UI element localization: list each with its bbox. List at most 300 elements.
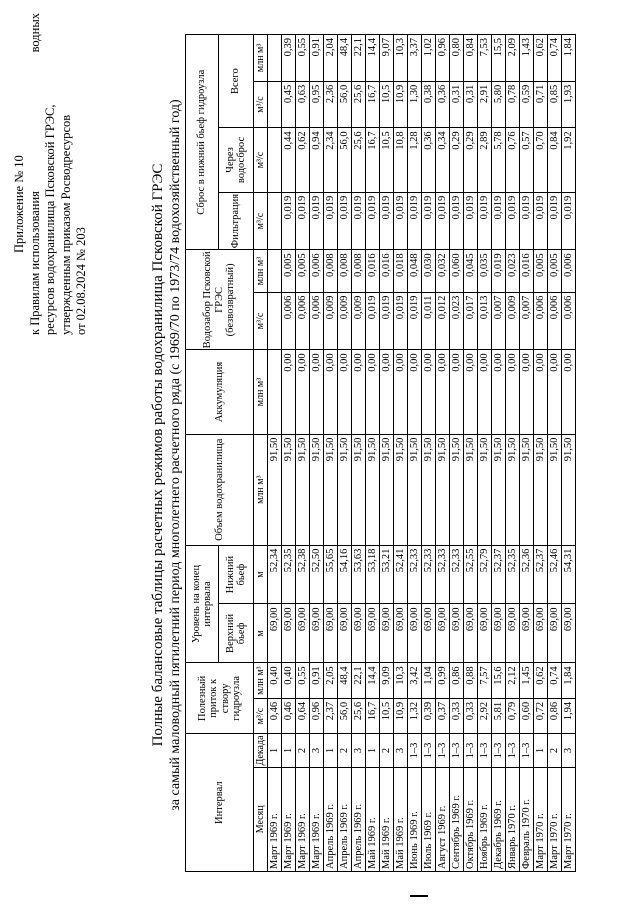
table-cell: 0,80 (450, 35, 464, 82)
table-cell: 10,3 (394, 35, 408, 82)
table-cell: 0,019 (464, 192, 478, 250)
table-cell: 52,36 (520, 545, 534, 604)
table-cell: 0,032 (436, 250, 450, 292)
table-row (464, 35, 478, 872)
table-cell: 0,91 (310, 35, 324, 82)
header-month: Месяц (254, 767, 268, 871)
table-row (534, 35, 548, 872)
table-cell: 0,00 (408, 350, 422, 434)
table-cell: 1 (324, 734, 338, 767)
table-cell: 52,33 (436, 545, 450, 604)
table-cell: 0,006 (296, 292, 310, 350)
table-cell: 1 (534, 734, 548, 767)
table-cell: 0,019 (520, 192, 534, 250)
table-cell: 52,50 (310, 545, 324, 604)
table-cell: 0,00 (338, 350, 352, 434)
table-cell: 0,70 (534, 128, 548, 192)
table-cell: 0,33 (450, 698, 464, 734)
table-cell: Июль 1969 г. (422, 767, 436, 871)
table-cell: 1 (282, 734, 296, 767)
table-cell: 0,74 (548, 663, 562, 699)
table-cell: 1,94 (562, 698, 576, 734)
table-cell (268, 81, 282, 128)
table-cell: 0,00 (436, 350, 450, 434)
table-cell: 2 (380, 734, 394, 767)
table-cell: 0,00 (352, 350, 366, 434)
table-cell: 1,30 (408, 81, 422, 128)
table-cell: 0,023 (506, 250, 520, 292)
table-cell: 0,84 (464, 35, 478, 82)
table-cell: 3 (310, 734, 324, 767)
table-cell: 0,00 (464, 350, 478, 434)
table-cell: 0,019 (380, 192, 394, 250)
table-cell (268, 35, 282, 82)
table-cell: 69,00 (506, 604, 520, 663)
table-cell: 2,36 (324, 81, 338, 128)
table-cell: 2,91 (478, 81, 492, 128)
table-cell: 0,00 (324, 350, 338, 434)
table-cell: 0,57 (520, 128, 534, 192)
table-cell: 7,53 (478, 35, 492, 82)
table-cell: 52,37 (492, 545, 506, 604)
table-cell: 0,00 (492, 350, 506, 434)
table-cell: 25,6 (352, 698, 366, 734)
table-cell: 0,023 (450, 292, 464, 350)
table-cell: 0,008 (352, 250, 366, 292)
table-cell: 0,016 (366, 250, 380, 292)
table-cell: 2,12 (506, 663, 520, 699)
table-cell: 52,34 (268, 545, 282, 604)
table-cell: 0,011 (422, 292, 436, 350)
table-cell: 0,00 (310, 350, 324, 434)
table-cell: 0,008 (338, 250, 352, 292)
table-cell: 52,46 (548, 545, 562, 604)
table-cell: 53,21 (380, 545, 394, 604)
table-cell: Май 1969 г. (394, 767, 408, 871)
table-cell: Ноябрь 1969 г. (478, 767, 492, 871)
table-cell: 0,019 (338, 192, 352, 250)
unit-accum-mln: млн м³ (254, 350, 268, 434)
table-cell: 3 (562, 734, 576, 767)
table-cell: 56,0 (338, 128, 352, 192)
table-cell: 52,55 (464, 545, 478, 604)
table-cell: 1 (268, 734, 282, 767)
table-cell: 25,6 (352, 128, 366, 192)
table-cell: 1–3 (464, 734, 478, 767)
table-cell: 0,019 (562, 192, 576, 250)
unit-upper-m: м (254, 604, 268, 663)
table-cell: 0,00 (296, 350, 310, 434)
table-cell: 9,07 (380, 35, 394, 82)
table-cell: 0,72 (534, 698, 548, 734)
table-cell: 16,7 (366, 81, 380, 128)
table-cell: 54,16 (338, 545, 352, 604)
table-cell: 0,00 (394, 350, 408, 434)
table-cell: 69,00 (450, 604, 464, 663)
balance-table (185, 34, 576, 872)
balance-table-wrapper (185, 32, 574, 872)
table-cell: 5,78 (492, 128, 506, 192)
unit-filtration-m3s: м³/с (254, 192, 268, 250)
table-cell: 0,36 (422, 128, 436, 192)
table-cell: 0,019 (548, 192, 562, 250)
table-cell: 2,05 (324, 663, 338, 699)
table-cell: 0,36 (436, 81, 450, 128)
table-cell: 10,9 (394, 698, 408, 734)
table-cell: 0,94 (310, 128, 324, 192)
table-cell: 56,0 (338, 81, 352, 128)
table-cell: 0,006 (282, 292, 296, 350)
table-cell: 0,019 (436, 192, 450, 250)
table-cell (268, 350, 282, 434)
header-accumulation: Аккумуляция (186, 350, 254, 434)
table-cell: 0,40 (282, 663, 296, 699)
table-cell: 0,019 (394, 192, 408, 250)
appendix-line-2 (28, 13, 44, 335)
table-cell: 0,00 (520, 350, 534, 434)
table-cell: 69,00 (534, 604, 548, 663)
table-cell: 0,00 (534, 350, 548, 434)
table-cell: 0,019 (422, 192, 436, 250)
table-row (324, 35, 338, 872)
table-cell: 55,65 (324, 545, 338, 604)
table-cell: 0,46 (268, 698, 282, 734)
table-cell: 69,00 (380, 604, 394, 663)
table-cell: 2 (296, 734, 310, 767)
table-cell: 1,43 (520, 35, 534, 82)
table-cell: 69,00 (520, 604, 534, 663)
table-cell: Февраль 1970 г. (520, 767, 534, 871)
table-cell: 15,6 (492, 663, 506, 699)
appendix-note (12, 13, 90, 335)
table-cell: 1–3 (492, 734, 506, 767)
table-cell: 1,04 (422, 663, 436, 699)
table-cell: 2,09 (506, 35, 520, 82)
table-cell: 91,50 (464, 434, 478, 545)
table-cell: 91,50 (296, 434, 310, 545)
table-cell: 2 (548, 734, 562, 767)
table-cell: 91,50 (408, 434, 422, 545)
table-cell: 0,012 (436, 292, 450, 350)
unit-inflow-mln: млн м³ (254, 663, 268, 699)
table-cell: 2,92 (478, 698, 492, 734)
table-cell: 0,006 (310, 292, 324, 350)
table-cell: 0,019 (492, 250, 506, 292)
table-cell: 0,019 (310, 192, 324, 250)
table-cell: 0,39 (422, 698, 436, 734)
table-cell: 69,00 (464, 604, 478, 663)
table-row (562, 35, 576, 872)
header-interval: Интервал (186, 734, 254, 872)
table-cell: 22,1 (352, 663, 366, 699)
table-cell: 0,030 (422, 250, 436, 292)
table-cell: 69,00 (548, 604, 562, 663)
table-cell: 0,019 (324, 192, 338, 250)
table-row (422, 35, 436, 872)
table-cell: 0,006 (562, 250, 576, 292)
table-cell: 16,7 (366, 128, 380, 192)
table-cell: 1–3 (478, 734, 492, 767)
table-cell: Август 1969 г. (436, 767, 450, 871)
table-cell: 2,89 (478, 128, 492, 192)
table-cell: 0,63 (296, 81, 310, 128)
table-cell: Апрель 1969 г. (352, 767, 366, 871)
table-cell: 10,5 (380, 128, 394, 192)
table-cell: 0,33 (464, 698, 478, 734)
table-cell: Январь 1970 г. (506, 767, 520, 871)
table-cell: 0,86 (450, 663, 464, 699)
table-cell: 3,37 (408, 35, 422, 82)
table-cell: 1,28 (408, 128, 422, 192)
table-cell: 0,78 (506, 81, 520, 128)
table-row (366, 35, 380, 872)
table-cell: Сентябрь 1969 г. (450, 767, 464, 871)
table-cell: 0,019 (394, 292, 408, 350)
table-cell: 91,50 (268, 434, 282, 545)
table-cell: 91,50 (562, 434, 576, 545)
table-cell: 0,86 (548, 698, 562, 734)
table-cell: 0,019 (366, 192, 380, 250)
table-cell: Октябрь 1969 г. (464, 767, 478, 871)
table-cell: 0,013 (478, 292, 492, 350)
table-cell: 91,50 (548, 434, 562, 545)
table-cell: 52,33 (450, 545, 464, 604)
table-body (268, 35, 576, 872)
table-cell: 0,29 (464, 128, 478, 192)
table-cell: 0,59 (520, 81, 534, 128)
table-cell: 14,4 (366, 663, 380, 699)
table-cell: 52,37 (534, 545, 548, 604)
table-cell: 0,45 (282, 81, 296, 128)
table-cell: 1–3 (408, 734, 422, 767)
table-cell: 0,62 (534, 663, 548, 699)
table-cell: 0,71 (534, 81, 548, 128)
table-cell: 0,019 (352, 192, 366, 250)
table-cell: 0,29 (450, 128, 464, 192)
table-cell: 0,060 (450, 250, 464, 292)
table-cell: 0,045 (464, 250, 478, 292)
table-cell: 0,006 (310, 250, 324, 292)
table-row (478, 35, 492, 872)
table-row (450, 35, 464, 872)
table-cell: 5,80 (492, 81, 506, 128)
table-cell: 1–3 (450, 734, 464, 767)
table-cell: 3,42 (408, 663, 422, 699)
table-cell: 69,00 (268, 604, 282, 663)
unit-inflow-m3s: м³/с (254, 698, 268, 734)
table-cell: 0,019 (408, 192, 422, 250)
table-cell: 0,40 (268, 663, 282, 699)
table-cell: 91,50 (324, 434, 338, 545)
table-cell: 0,76 (506, 128, 520, 192)
table-cell: 0,005 (534, 250, 548, 292)
table-cell: 52,33 (422, 545, 436, 604)
table-cell: 0,006 (534, 292, 548, 350)
table-cell: 0,007 (520, 292, 534, 350)
table-cell: 52,41 (394, 545, 408, 604)
table-cell: 69,00 (366, 604, 380, 663)
table-cell: 1,92 (562, 128, 576, 192)
table-cell: 0,009 (506, 292, 520, 350)
table-cell: 10,5 (380, 698, 394, 734)
table-cell: 0,019 (534, 192, 548, 250)
table-cell: 48,4 (338, 663, 352, 699)
table-cell: 1,45 (520, 663, 534, 699)
appendix-line-2-left: к Правилам использования (27, 191, 42, 335)
unit-intake-mln: млн м³ (254, 250, 268, 292)
table-cell (268, 250, 282, 292)
table-cell: 69,00 (478, 604, 492, 663)
table-cell: 16,7 (366, 698, 380, 734)
table-cell: 0,009 (324, 292, 338, 350)
table-cell: 53,18 (366, 545, 380, 604)
header-decade: Декада (254, 735, 266, 766)
table-cell: 9,09 (380, 663, 394, 699)
table-cell: 0,55 (296, 35, 310, 82)
table-cell: 1,84 (562, 35, 576, 82)
table-cell: 0,019 (408, 292, 422, 350)
table-cell: 69,00 (422, 604, 436, 663)
table-cell: 52,79 (478, 545, 492, 604)
table-cell: Март 1970 г. (534, 767, 548, 871)
table-cell: 69,00 (394, 604, 408, 663)
table-cell: 0,44 (282, 128, 296, 192)
table-cell: 91,50 (310, 434, 324, 545)
table-cell: 1,02 (422, 35, 436, 82)
table-cell: 52,38 (296, 545, 310, 604)
table-row (352, 35, 366, 872)
table-cell: 0,017 (464, 292, 478, 350)
table-cell: 0,60 (520, 698, 534, 734)
table-cell: 3 (394, 734, 408, 767)
table-cell: 1,84 (562, 663, 576, 699)
table-cell: 0,005 (282, 250, 296, 292)
table-cell: 0,00 (478, 350, 492, 434)
table-cell: 0,62 (296, 128, 310, 192)
table-cell: 7,57 (478, 663, 492, 699)
header-lower: Нижний бьеф (219, 545, 254, 604)
table-cell: 0,035 (478, 250, 492, 292)
table-cell: 22,1 (352, 35, 366, 82)
table-row (296, 35, 310, 872)
header-upper: Верхний бьеф (219, 604, 254, 663)
appendix-line-3: ресурсов водохранилища Псковской ГРЭС, (43, 104, 57, 335)
table-cell: Март 1969 г. (310, 767, 324, 871)
table-cell: 0,79 (506, 698, 520, 734)
table-cell: 0,74 (548, 35, 562, 82)
table-cell: Декабрь 1969 г. (492, 767, 506, 871)
table-row (380, 35, 394, 872)
table-cell: 1–3 (422, 734, 436, 767)
table-cell: Май 1969 г. (380, 767, 394, 871)
table-cell: 0,00 (380, 350, 394, 434)
table-cell: 2,04 (324, 35, 338, 82)
table-cell: 91,50 (338, 434, 352, 545)
table-cell: 0,00 (506, 350, 520, 434)
table-cell: 52,35 (282, 545, 296, 604)
appendix-line-4: утвержденным приказом Росводресурсов (58, 114, 73, 335)
table-cell: 69,00 (324, 604, 338, 663)
unit-intake-m3s: м³/с (254, 292, 268, 350)
table-cell: 91,50 (478, 434, 492, 545)
table-cell: 0,00 (548, 350, 562, 434)
unit-spillway-m3s: м³/с (254, 128, 268, 192)
table-cell: 69,00 (310, 604, 324, 663)
table-cell: 1–3 (436, 734, 450, 767)
table-cell: 69,00 (408, 604, 422, 663)
header-total: Всего (219, 35, 254, 128)
table-cell: 52,33 (408, 545, 422, 604)
unit-lower-m: м (254, 545, 268, 604)
table-cell: 25,6 (352, 81, 366, 128)
table-cell: Май 1969 г. (366, 767, 380, 871)
table-cell: 1 (366, 734, 380, 767)
table-cell: 15,5 (492, 35, 506, 82)
table-cell: 0,85 (548, 81, 562, 128)
table-cell: 91,50 (422, 434, 436, 545)
table-row (436, 35, 450, 872)
table-cell: 0,31 (450, 81, 464, 128)
table-cell: 0,008 (324, 250, 338, 292)
table-cell: 0,016 (520, 250, 534, 292)
table-cell: 0,96 (310, 698, 324, 734)
table-cell: 56,0 (338, 698, 352, 734)
table-cell: 0,007 (492, 292, 506, 350)
table-cell: 0,00 (450, 350, 464, 434)
table-cell: 0,31 (464, 81, 478, 128)
table-cell: 2,34 (324, 128, 338, 192)
table-row (520, 35, 534, 872)
table-cell: 0,009 (352, 292, 366, 350)
table-cell: 91,50 (506, 434, 520, 545)
table-cell: 48,4 (338, 35, 352, 82)
table-cell: 91,50 (394, 434, 408, 545)
header-inflow: Полезный приток к створу гидроузла (186, 663, 254, 734)
table-cell: 91,50 (450, 434, 464, 545)
table-cell: 0,006 (562, 292, 576, 350)
table-cell: 10,8 (394, 128, 408, 192)
table-cell: 0,019 (506, 192, 520, 250)
table-row (268, 35, 282, 872)
table-cell: 0,00 (366, 350, 380, 434)
header-volume: Объем водохранилища (186, 434, 254, 545)
table-cell: 0,019 (380, 292, 394, 350)
table-cell: 3 (352, 734, 366, 767)
table-cell: 54,31 (562, 545, 576, 604)
table-cell: 0,018 (394, 250, 408, 292)
table-cell: 0,019 (296, 192, 310, 250)
table-cell: Март 1969 г. (296, 767, 310, 871)
table-cell: 10,3 (394, 663, 408, 699)
header-spillway: Через водосброс (219, 128, 254, 192)
table-cell: 10,5 (380, 81, 394, 128)
table-cell: 69,00 (296, 604, 310, 663)
table-cell: 0,34 (436, 128, 450, 192)
table-row (394, 35, 408, 872)
table-cell: 0,84 (548, 128, 562, 192)
table-cell: 0,009 (338, 292, 352, 350)
table-title: Полные балансовые таблицы расчетных режимов работы водохранилища Псковской ГРЭС (150, 163, 166, 747)
table-row (282, 35, 296, 872)
table-cell: Март 1970 г. (548, 767, 562, 871)
appendix-line-5: от 02.08.2024 № 203 (74, 227, 88, 335)
table-cell: Март 1969 г. (282, 767, 296, 871)
unit-volume-mln: млн м³ (254, 434, 268, 545)
table-cell: 91,50 (436, 434, 450, 545)
table-cell: Апрель 1969 г. (324, 767, 338, 871)
table-cell: 0,88 (464, 663, 478, 699)
table-cell: Март 1970 г. (562, 767, 576, 871)
